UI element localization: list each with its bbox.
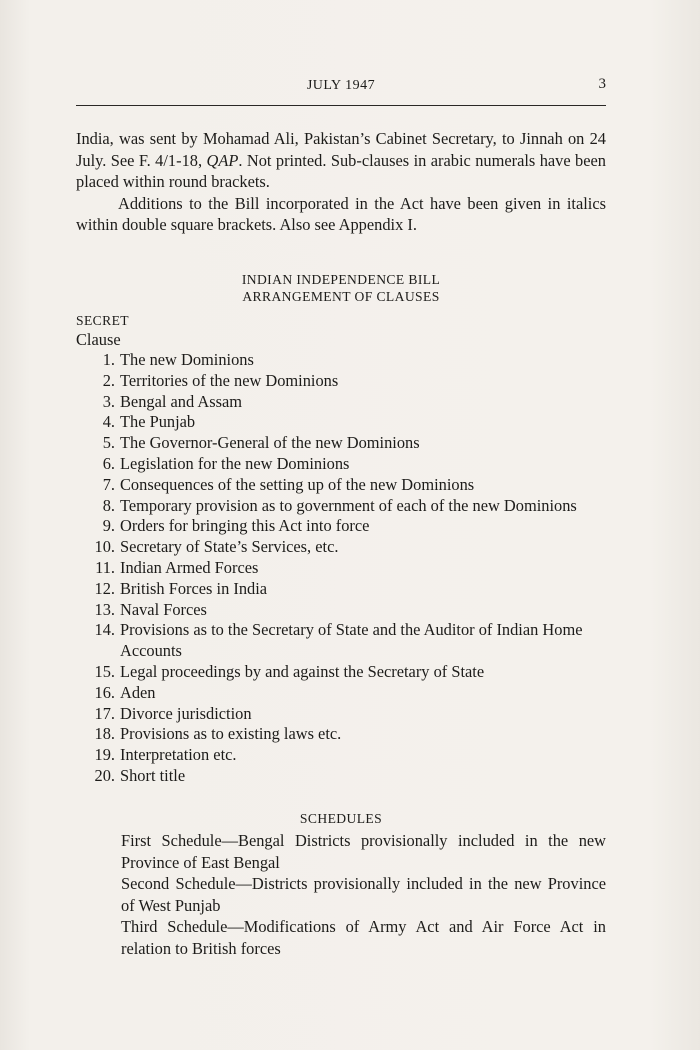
clause-item bbox=[76, 537, 606, 558]
clause-number: 1. bbox=[102, 350, 115, 369]
clause-title: Temporary provision as to government of each of the new Dominions bbox=[120, 495, 577, 515]
clause-number: 16. bbox=[94, 682, 115, 702]
clause-title: Orders for bringing this Act into force bbox=[120, 516, 370, 536]
clause-item bbox=[76, 662, 606, 683]
intro-text-b: . Not printed. Sub-clauses in arabic numerals have been placed within round brackets. bbox=[76, 150, 606, 191]
intro-paragraph-2: Additions to the Bill incorporated in the Act have been given in italics within double square brackets. Also see Appendix I. bbox=[76, 193, 606, 234]
clause-item bbox=[76, 475, 606, 496]
clause-title: Indian Armed Forces bbox=[120, 557, 259, 577]
clause-number: 11. bbox=[95, 557, 115, 577]
clause-number: 20. bbox=[94, 765, 115, 785]
clause-item bbox=[76, 392, 606, 413]
schedules-title: SCHEDULES bbox=[299, 811, 383, 826]
clause-item bbox=[76, 579, 606, 600]
clause-number: 14. bbox=[94, 620, 115, 640]
clause-item bbox=[76, 704, 606, 725]
clause-title: Divorce jurisdiction bbox=[120, 703, 252, 723]
clause-item bbox=[76, 683, 606, 704]
clause-title: The new Dominions bbox=[120, 350, 254, 369]
clause-number: 3. bbox=[102, 391, 115, 411]
clause-list bbox=[76, 350, 606, 787]
clause-item bbox=[76, 745, 606, 766]
clause-number: 13. bbox=[94, 599, 115, 619]
clause-title: The Punjab bbox=[120, 412, 196, 432]
intro-italic-ref: QAP bbox=[206, 150, 239, 170]
running-head-title: JULY 1947 bbox=[306, 78, 376, 93]
classification-label: SECRET bbox=[76, 313, 130, 328]
intro-text-a: India, was sent by Mohamad Ali, Pakistan’s Cabinet Secretary, to Jinnah on 24 July. See F. 4/1-18, bbox=[76, 129, 606, 170]
clause-title: Provisions as to the Secretary of State and the Auditor of Indian Home Accounts bbox=[120, 620, 583, 661]
clause-title: British Forces in India bbox=[120, 578, 268, 598]
clause-item bbox=[76, 433, 606, 454]
clause-title: Aden bbox=[120, 682, 156, 702]
header-rule bbox=[76, 105, 606, 106]
arrangement-title: ARRANGEMENT OF CLAUSES bbox=[242, 289, 440, 304]
clause-title: Short title bbox=[120, 765, 186, 785]
clause-title: Interpretation etc. bbox=[120, 745, 237, 765]
schedule-item: Third Schedule—Modifications of Army Act and Air Force Act in relation to British forces bbox=[121, 917, 606, 958]
clause-title: Legislation for the new Dominions bbox=[120, 453, 350, 473]
clause-item bbox=[76, 350, 606, 371]
clause-number: 18. bbox=[94, 724, 115, 744]
clause-number: 12. bbox=[94, 578, 115, 598]
intro-note bbox=[76, 128, 606, 236]
clause-number: 9. bbox=[102, 516, 115, 536]
clause-number: 6. bbox=[102, 453, 115, 473]
intro-paragraph-1 bbox=[76, 128, 606, 193]
clause-title: Legal proceedings by and against the Secretary of State bbox=[120, 661, 485, 681]
clause-number: 8. bbox=[102, 495, 115, 515]
page-number: 3 bbox=[598, 76, 606, 92]
clause-item bbox=[76, 724, 606, 745]
clause-number: 10. bbox=[94, 537, 115, 557]
clause-item bbox=[76, 620, 606, 662]
clause-item bbox=[76, 516, 606, 537]
clause-title: Naval Forces bbox=[120, 599, 207, 619]
schedule-item: Second Schedule—Districts provisionally included in the new Province of West Punjab bbox=[121, 874, 606, 915]
clause-title: The Governor-General of the new Dominions bbox=[120, 433, 420, 453]
clause-item bbox=[76, 600, 606, 621]
schedule-item: First Schedule—Bengal Districts provisionally included in the new Province of East Bengal bbox=[121, 831, 606, 872]
clause-title: Secretary of State’s Services, etc. bbox=[120, 537, 339, 557]
clause-item bbox=[76, 558, 606, 579]
clause-item bbox=[76, 766, 606, 787]
clause-item bbox=[76, 454, 606, 475]
running-head bbox=[76, 76, 606, 98]
clause-number: 17. bbox=[94, 703, 115, 723]
clause-column-label: Clause bbox=[76, 330, 121, 349]
clause-number: 5. bbox=[102, 433, 115, 453]
clause-item bbox=[76, 496, 606, 517]
clause-title: Consequences of the setting up of the new Dominions bbox=[120, 474, 475, 494]
clause-number: 19. bbox=[94, 745, 115, 765]
clause-number: 2. bbox=[102, 370, 115, 390]
schedule-list bbox=[121, 830, 606, 959]
clause-item bbox=[76, 412, 606, 433]
clause-title: Bengal and Assam bbox=[120, 391, 243, 411]
clause-item bbox=[76, 371, 606, 392]
clause-number: 7. bbox=[102, 474, 115, 494]
clause-title: Provisions as to existing laws etc. bbox=[120, 724, 342, 744]
bill-title: INDIAN INDEPENDENCE BILL bbox=[241, 272, 441, 287]
clause-number: 15. bbox=[94, 661, 115, 681]
clause-title: Territories of the new Dominions bbox=[120, 370, 339, 390]
clause-number: 4. bbox=[102, 412, 115, 432]
